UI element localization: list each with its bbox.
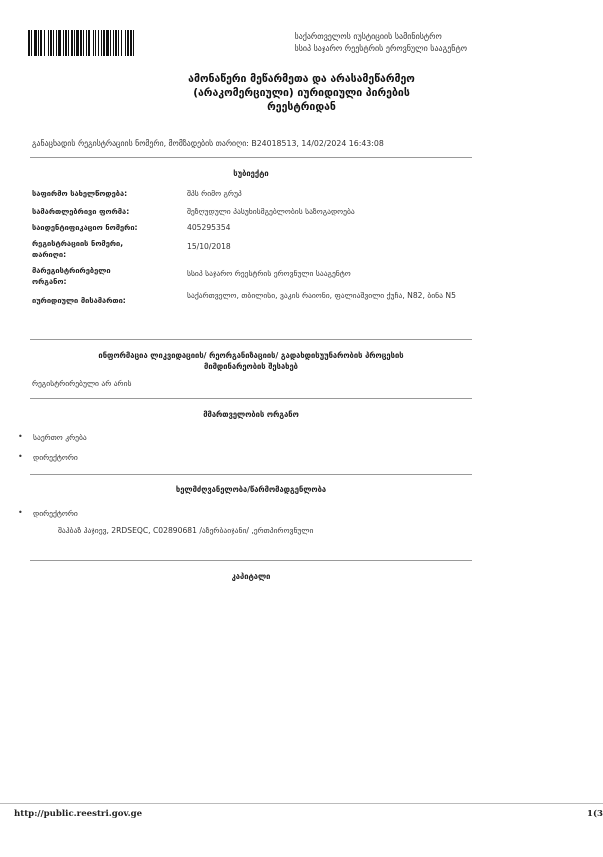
bullet-icon: • — [18, 452, 23, 461]
document-title — [0, 72, 603, 114]
field-value-registration: 15/10/2018 — [187, 242, 231, 251]
field-label-registration: რეგისტრაციის ნომერი, თარიღი: — [32, 239, 124, 259]
management-item: საერთო კრება — [33, 433, 87, 442]
field-value-legal-address: საქართველო, თბილისი, ვაკის რაიონი, ფალიაშვილი ქუჩა, N82, ბინა N5 — [187, 291, 456, 300]
footer-url: http://public.reestri.gov.ge — [14, 809, 143, 819]
representation-item: დირექტორი — [33, 509, 78, 518]
field-label-id-number: საიდენტიფიკაციო ნომერი: — [32, 223, 138, 232]
field-value-id-number: 405295354 — [187, 223, 231, 232]
title-line-1: ამონაწერი მეწარმეთა და არასამეწარმეო — [188, 73, 415, 85]
field-label-company-name: საფირმო სახელწოდება: — [32, 189, 128, 198]
field-value-registering-body: სსიპ საჯარო რეესტრის ეროვნული სააგენტო — [187, 269, 351, 278]
divider — [30, 474, 472, 475]
field-value-legal-form: შეზღუდული პასუხისმგებლობის საზოგადოება — [187, 207, 355, 216]
agency-line-1: საქართველოს იუსტიციის სამინისტრო — [294, 32, 442, 41]
issuing-agency — [295, 31, 467, 55]
title-line-3: რეესტრიდან — [267, 101, 336, 113]
field-label-legal-address: იურიდიული მისამართი: — [32, 296, 126, 305]
liquidation-status: რეგისტრირებული არ არის — [32, 379, 132, 388]
page-number: 1(3 — [586, 809, 603, 819]
field-label-legal-form: სამართლებრივი ფორმა: — [32, 207, 130, 216]
footer-divider — [0, 803, 603, 804]
application-info: განაცხადის რეგისტრაციის ნომერი, მომზადების თარიღი: B24018513, 14/02/2024 16:43:08 — [32, 139, 384, 148]
barcode — [28, 30, 180, 56]
divider — [30, 560, 472, 561]
management-item: დირექტორი — [33, 453, 78, 462]
liquidation-heading — [30, 350, 472, 372]
liquidation-heading-line-1: ინფორმაცია ლიკვიდაციის/ რეორგანიზაციის/ გადახდისუუნარობის პროცესის — [98, 351, 404, 360]
director-details: შაჰბაზ ჰაჯიევ, 2RDSEQC, C02890681 /აზერბაიჯანი/ ,ერთპიროვნული — [58, 526, 314, 535]
title-line-2: (არაკომერციული) იურიდიული პირების — [193, 87, 410, 99]
bullet-icon: • — [18, 508, 23, 517]
management-heading: მმართველობის ორგანო — [203, 410, 299, 419]
divider — [30, 339, 472, 340]
field-label-registering-body: მარეგისტრირებელი ორგანო: — [32, 266, 111, 286]
representation-heading: ხელმძღვანელობა/წარმომადგენლობა — [175, 485, 327, 494]
divider — [30, 157, 472, 158]
agency-line-2: სსიპ საჯარო რეესტრის ეროვნული სააგენტო — [294, 44, 467, 53]
field-value-company-name: შპს რიმო გრუპ — [187, 189, 242, 198]
bullet-icon: • — [18, 432, 23, 441]
subject-heading: სუბიექტი — [233, 169, 269, 178]
capital-heading: კაპიტალი — [231, 572, 271, 581]
liquidation-heading-line-2: მიმდინარეობის შესახებ — [204, 362, 298, 371]
divider — [30, 398, 472, 399]
